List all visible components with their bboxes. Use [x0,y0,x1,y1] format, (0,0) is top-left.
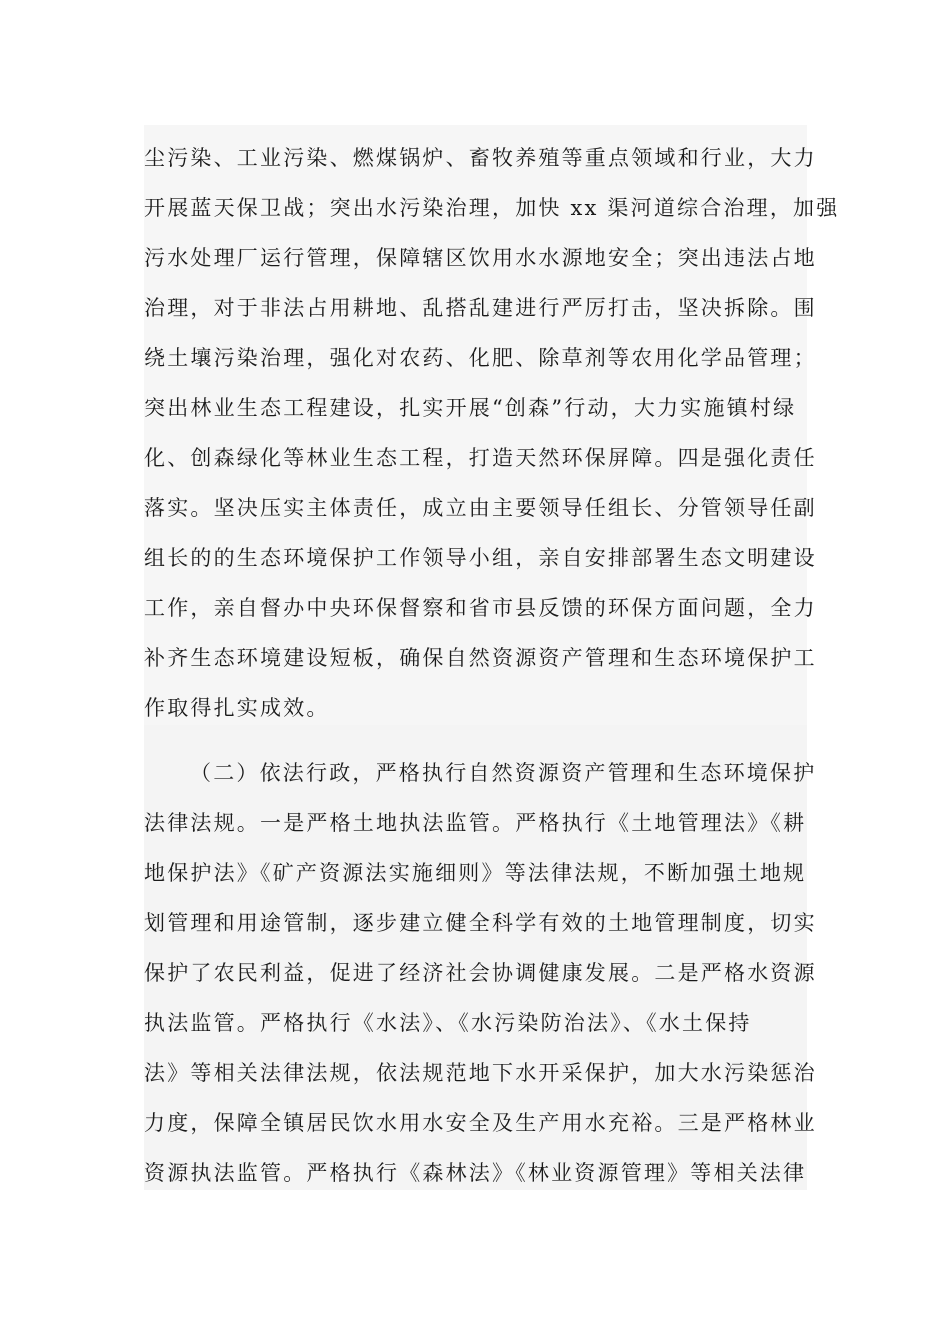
text-line: 资源执法监管。严格执行《森林法》《林业资源管理》等相关法律 [144,1161,807,1185]
text-line: 突出林业生态工程建设，扎实开展“创森”行动，大力实施镇村绿 [144,396,797,420]
text-line: 力度，保障全镇居民饮水用水安全及生产用水充裕。三是严格林业 [144,1111,817,1135]
text-line: 地保护法》《矿产资源法实施细则》等法律法规，不断加强土地规 [144,861,807,885]
paragraph-block-1 [144,125,840,725]
text-line: 绕土壤污染治理，强化对农药、化肥、除草剂等农用化学品管理； [144,346,817,370]
text-line: 工作，亲自督办中央环保督察和省市县反馈的环保方面问题，全力 [144,596,817,620]
text-line: 保护了农民利益，促进了经济社会协调健康发展。二是严格水资源 [144,961,817,985]
text-line: 开展蓝天保卫战；突出水污染治理，加快 xx 渠河道综合治理，加强 [144,196,840,220]
text-line: 划管理和用途管制，逐步建立健全科学有效的土地管理制度，切实 [144,911,817,935]
text-line: 作取得扎实成效。 [144,696,330,720]
text-line: 治理，对于非法占用耕地、乱搭乱建进行严厉打击，坚决拆除。围 [144,296,817,320]
text-line: 法律法规。一是严格土地执法监管。严格执行《土地管理法》《耕 [144,811,807,835]
text-line: 污水处理厂运行管理，保障辖区饮用水水源地安全；突出违法占地 [144,246,817,270]
text-line: 化、创森绿化等林业生态工程，打造天然环保屏障。四是强化责任 [144,446,817,470]
text-line: 补齐生态环境建设短板，确保自然资源资产管理和生态环境保护工 [144,646,817,670]
paragraph-block-2 [144,725,817,1190]
text-line: 落实。坚决压实主体责任，成立由主要领导任组长、分管领导任副 [144,496,817,520]
text-line: 组长的的生态环境保护工作领导小组，亲自安排部署生态文明建设 [144,546,817,570]
text-line: 法》等相关法律法规，依法规范地下水开采保护，加大水污染惩治 [144,1061,817,1085]
text-line: 执法监管。严格执行《水法》、《水污染防治法》、《水土保持 [144,1011,752,1035]
text-line: 尘污染、工业污染、燃煤锅炉、畜牧养殖等重点领域和行业，大力 [144,146,817,170]
text-line: （二）依法行政，严格执行自然资源资产管理和生态环境保护 [190,761,817,785]
